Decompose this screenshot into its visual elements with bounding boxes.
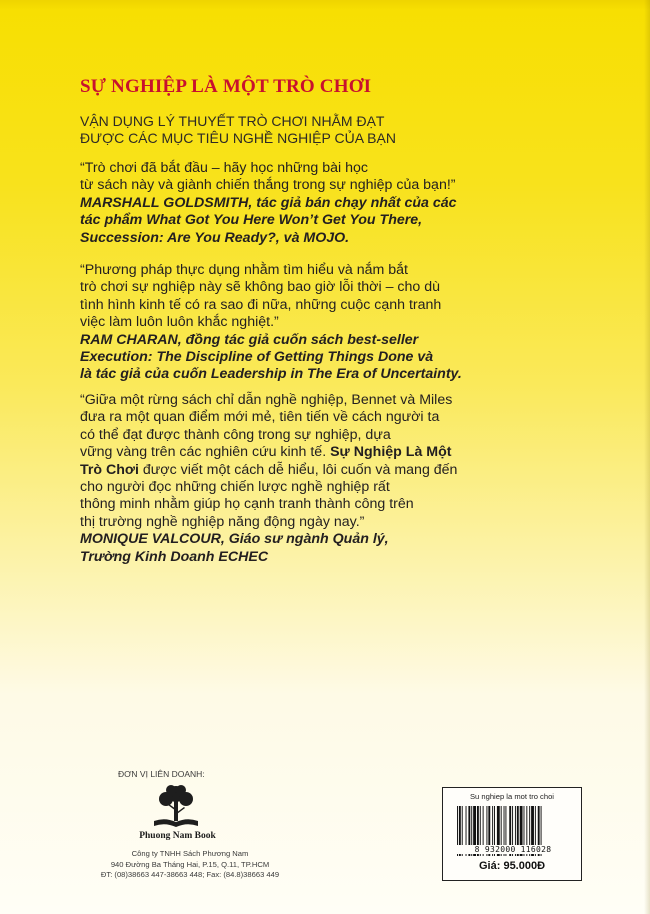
quote-attribution: RAM CHARAN, đồng tác giả cuốn sách best-seller [80, 331, 419, 348]
publisher-company: Công ty TNHH Sách Phương Nam [131, 849, 249, 858]
quote-text: được viết một cách dễ hiểu, lôi cuốn và mang đến [138, 461, 458, 478]
cover-right-edge [644, 0, 650, 914]
publisher-name: Phuong Nam Book [139, 831, 216, 841]
quote-line: “Phương pháp thực dụng nhằm tìm hiểu và nắm bắt [80, 262, 409, 278]
barcode-digits: 8 932000 116028 [449, 845, 577, 854]
quote-line: “Giữa một rừng sách chỉ dẫn nghề nghiệp, Bennet và Miles [80, 392, 453, 408]
quote-line [80, 462, 580, 479]
subtitle-line: VẬN DỤNG LÝ THUYẾT TRÒ CHƠI NHẰM ĐẠT [80, 113, 385, 129]
price-label: Giá: 95.000Đ [479, 860, 546, 872]
book-title-mention: Sự Nghiệp Là Một [330, 444, 452, 461]
quote-line: việc làm luôn luôn khắc nghiệt.” [80, 314, 279, 331]
endorsement-quote-charan [80, 262, 580, 384]
quote-attribution: Trường Kinh Doanh ECHEC [80, 548, 269, 565]
publisher-address: 940 Đường Ba Tháng Hai, P.15, Q.11, TP.HCM [110, 859, 270, 869]
cover-top-edge [0, 0, 650, 10]
publisher-label: ĐƠN VỊ LIÊN DOANH: [118, 769, 205, 779]
endorsement-quote-goldsmith [80, 160, 580, 247]
quote-attribution: Succession: Are You Ready?, và MOJO. [80, 229, 350, 246]
barcode-box [442, 787, 582, 881]
quote-line: trò chơi sự nghiệp này sẽ không bao giờ lỗi thời – cho dù [80, 279, 440, 296]
publisher-block [90, 769, 290, 879]
quote-line: có thể đạt được thành công trong sự nghiệp, dựa [80, 426, 391, 443]
publisher-phone: ĐT: (08)38663 447-38663 448; Fax: (84.8)38663 449 [100, 870, 280, 879]
quote-line: đưa ra một quan điểm mới mẻ, tiên tiến về cách người ta [80, 409, 440, 426]
quote-line: “Trò chơi đã bắt đầu – hãy học những bài học [80, 160, 369, 176]
quote-line: thị trường nghề nghiệp năng động ngày nay.” [80, 513, 365, 530]
book-title: SỰ NGHIỆP LÀ MỘT TRÒ CHƠI [80, 76, 372, 97]
quote-attribution: là tác giả của cuốn Leadership in The Era of Uncertainty. [80, 366, 462, 383]
quote-line: cho người đọc những chiến lược nghề nghiệp rất [80, 479, 390, 496]
quote-text: vững vàng trên các nghiên cứu kinh tế. [80, 444, 331, 461]
book-subtitle [80, 113, 560, 147]
subtitle-line: ĐƯỢC CÁC MỤC TIÊU NGHỀ NGHIỆP CỦA BẠN [80, 130, 396, 146]
endorsement-quote-valcour [80, 392, 580, 566]
quote-line: từ sách này và giành chiến thắng trong sự nghiệp của bạn!” [80, 177, 456, 194]
quote-line: thông minh nhằm giúp họ cạnh tranh thành công trên [80, 496, 414, 513]
barcode-book-title: Su nghiep la mot tro choi [469, 792, 554, 801]
quote-attribution: MARSHALL GOLDSMITH, tác giả bán chạy nhất của các [80, 194, 457, 211]
book-title-mention: Trò Chơi [80, 461, 139, 478]
quote-line: tình hình kinh tế có ra sao đi nữa, những cuộc cạnh tranh [80, 296, 442, 313]
quote-attribution: MONIQUE VALCOUR, Giáo sư ngành Quản lý, [80, 531, 389, 548]
publisher-info [90, 849, 290, 881]
tree-book-icon [148, 783, 204, 831]
quote-attribution: tác phẩm What Got You Here Won’t Get You There, [80, 212, 423, 229]
quote-attribution: Execution: The Discipline of Getting Things Done và [80, 349, 434, 366]
quote-line [80, 444, 580, 461]
